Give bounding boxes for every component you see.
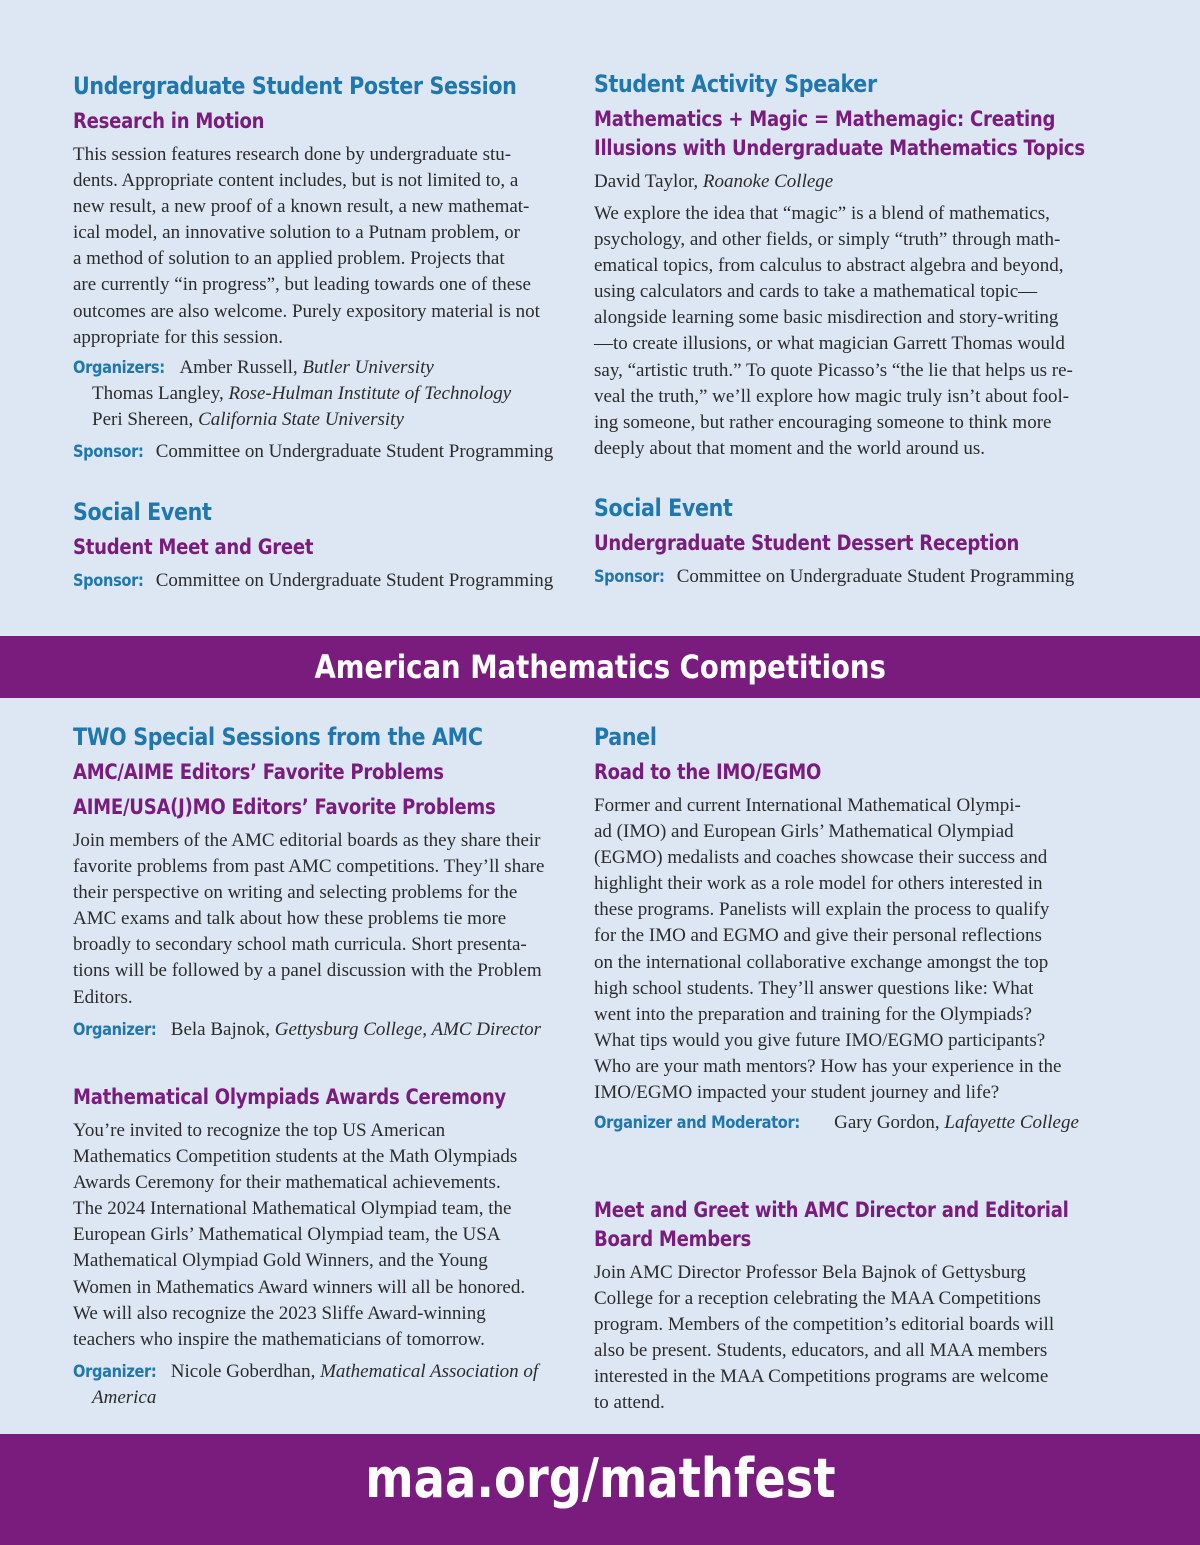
poster-session-subtitle: Research in Motion bbox=[73, 109, 265, 133]
organizer-moderator-label: Organizer and Moderator: bbox=[594, 1113, 800, 1134]
activity-speaker-section bbox=[594, 69, 1094, 466]
sponsor-label: Sponsor: bbox=[594, 567, 665, 587]
special-sessions-organizer: Organizer: Bela Bajnok, Gettysburg College, AMC Director bbox=[73, 1017, 573, 1043]
amc-banner-title: American Mathematics Competitions bbox=[314, 648, 886, 686]
social-event-right-section bbox=[594, 493, 1094, 590]
meet-greet-title: Meet and Greet with AMC Director and Editorial Board Members bbox=[594, 1198, 1069, 1251]
panel-organizer: Organizer and Moderator: Gary Gordon, Lafayette College bbox=[594, 1110, 1094, 1136]
olympiad-organizer: Organizer: Nicole Goberdhan, Mathematical Association of America bbox=[73, 1360, 539, 1408]
organizer-label: Organizer: bbox=[73, 1019, 157, 1040]
organizer-label: Organizer: bbox=[73, 1361, 157, 1382]
social-event-title: Social Event bbox=[594, 494, 733, 522]
panel-title: Panel bbox=[594, 723, 657, 751]
activity-speaker-subtitle: Mathematics + Magic = Mathemagic: Creating Illusions with Undergraduate Mathematics Topics bbox=[594, 107, 1085, 160]
special-sessions-title: TWO Special Sessions from the AMC bbox=[73, 723, 483, 751]
poster-session-title: Undergraduate Student Poster Session bbox=[73, 72, 517, 100]
amc-banner bbox=[0, 636, 1200, 698]
poster-session-section bbox=[73, 71, 573, 465]
activity-speaker-description: We explore the idea that “magic” is a blend of mathematics, psychology, and other fields, or simply “truth” through math- ematical topics, from calculus to abstract algebra and beyond, using calculators and cards to take a mathematical topic— alongside learning some basic misdirection and story-writing —to create illusions, or what magician Garrett Thomas would say, “artistic truth.” To quote Picasso’s “the lie that helps us re- veal the truth,” we’ll explore how magic truly isn’t about fool- ing someone, but rather encouraging someone to think more deeply about that moment and the world around us. bbox=[594, 203, 1073, 459]
social-event-left-section bbox=[73, 497, 573, 594]
poster-sponsor: Sponsor: Committee on Undergraduate Student Programming bbox=[73, 439, 573, 465]
olympiad-ceremony-section bbox=[73, 1083, 573, 1411]
social-event-sponsor: Sponsor: Committee on Undergraduate Student Programming bbox=[73, 568, 573, 594]
olympiad-ceremony-title: Mathematical Olympiads Awards Ceremony bbox=[73, 1085, 506, 1109]
social-event-title: Social Event bbox=[73, 498, 212, 526]
social-event-subtitle: Student Meet and Greet bbox=[73, 535, 314, 559]
panel-subtitle: Road to the IMO/EGMO bbox=[594, 760, 822, 784]
special-session-subtitle-1: AMC/AIME Editors’ Favorite Problems bbox=[73, 760, 444, 784]
poster-session-description: This session features research done by undergraduate stu- dents. Appropriate content includes, but is not limited to, a new result, a new proof of a known result, a new mathemat- ical model, an innovative solution to a Putnam problem, or a method of solution to an applied problem. Projects that are currently “in progress”, but leading towards one of these outcomes are also welcome. Purely expository material is not appropriate for this session. bbox=[73, 144, 540, 348]
meet-greet-description: Join AMC Director Professor Bela Bajnok of Gettysburg College for a reception celebrating the MAA Competitions program. Members of the competition’s editorial boards will also be present. Students, educators, and all MAA members interested in the MAA Competitions programs are welcome to attend. bbox=[594, 1262, 1055, 1414]
footer-band bbox=[0, 1434, 1200, 1545]
special-session-subtitle-2: AIME/USA(J)MO Editors’ Favorite Problems bbox=[73, 795, 496, 819]
social-event-sponsor: Sponsor: Committee on Undergraduate Student Programming bbox=[594, 564, 1094, 590]
sponsor-label: Sponsor: bbox=[73, 571, 144, 591]
poster-organizers: Organizers: Amber Russell, Butler University Thomas Langley, Rose-Hulman Institute of Technology Peri Shereen, California State University bbox=[73, 356, 512, 430]
sponsor-label: Sponsor: bbox=[73, 441, 144, 462]
social-event-subtitle: Undergraduate Student Dessert Reception bbox=[594, 531, 1020, 555]
meet-greet-section bbox=[594, 1196, 1094, 1421]
special-sessions-section bbox=[73, 722, 573, 1043]
panel-section bbox=[594, 722, 1094, 1136]
activity-speaker-title: Student Activity Speaker bbox=[594, 70, 877, 98]
organizers-label: Organizers: bbox=[73, 357, 165, 378]
speaker-byline: David Taylor, Roanoke College bbox=[594, 171, 834, 192]
footer-url[interactable]: maa.org/mathfest bbox=[364, 1447, 836, 1510]
olympiad-ceremony-description: You’re invited to recognize the top US American Mathematics Competition students at the Math Olympiads Awards Ceremony for their mathematical achievements. The 2024 International Mathematical Olympiad team, the European Girls’ Mathematical Olympiad team, the USA Mathematical Olympiad Gold Winners, and the Young Women in Mathematics Award winners will all be honored. We will also recognize the 2023 Sliffe Award-winning teachers who inspire the mathematicians of tomorrow. bbox=[73, 1120, 526, 1350]
special-sessions-description: Join members of the AMC editorial boards as they share their favorite problems from past AMC competitions. They’ll share their perspective on writing and selecting problems for the AMC exams and talk about how these problems tie more broadly to secondary school math curricula. Short presenta- tions will be followed by a panel discussion with the Problem Editors. bbox=[73, 830, 545, 1008]
panel-description: Former and current International Mathematical Olympi- ad (IMO) and European Girls’ Mathematical Olympiad (EGMO) medalists and coaches showcase their success and highlight their work as a role model for others interested in these programs. Panelists will explain the process to qualify for the IMO and EGMO and give their personal reflections on the international collaborative exchange amongst the top high school students. They’ll answer questions like: What went into the preparation and training for the Olympiads? What tips would you give future IMO/EGMO participants? Who are your math mentors? How has your experience in the IMO/EGMO impacted your student journey and life? bbox=[594, 795, 1062, 1104]
